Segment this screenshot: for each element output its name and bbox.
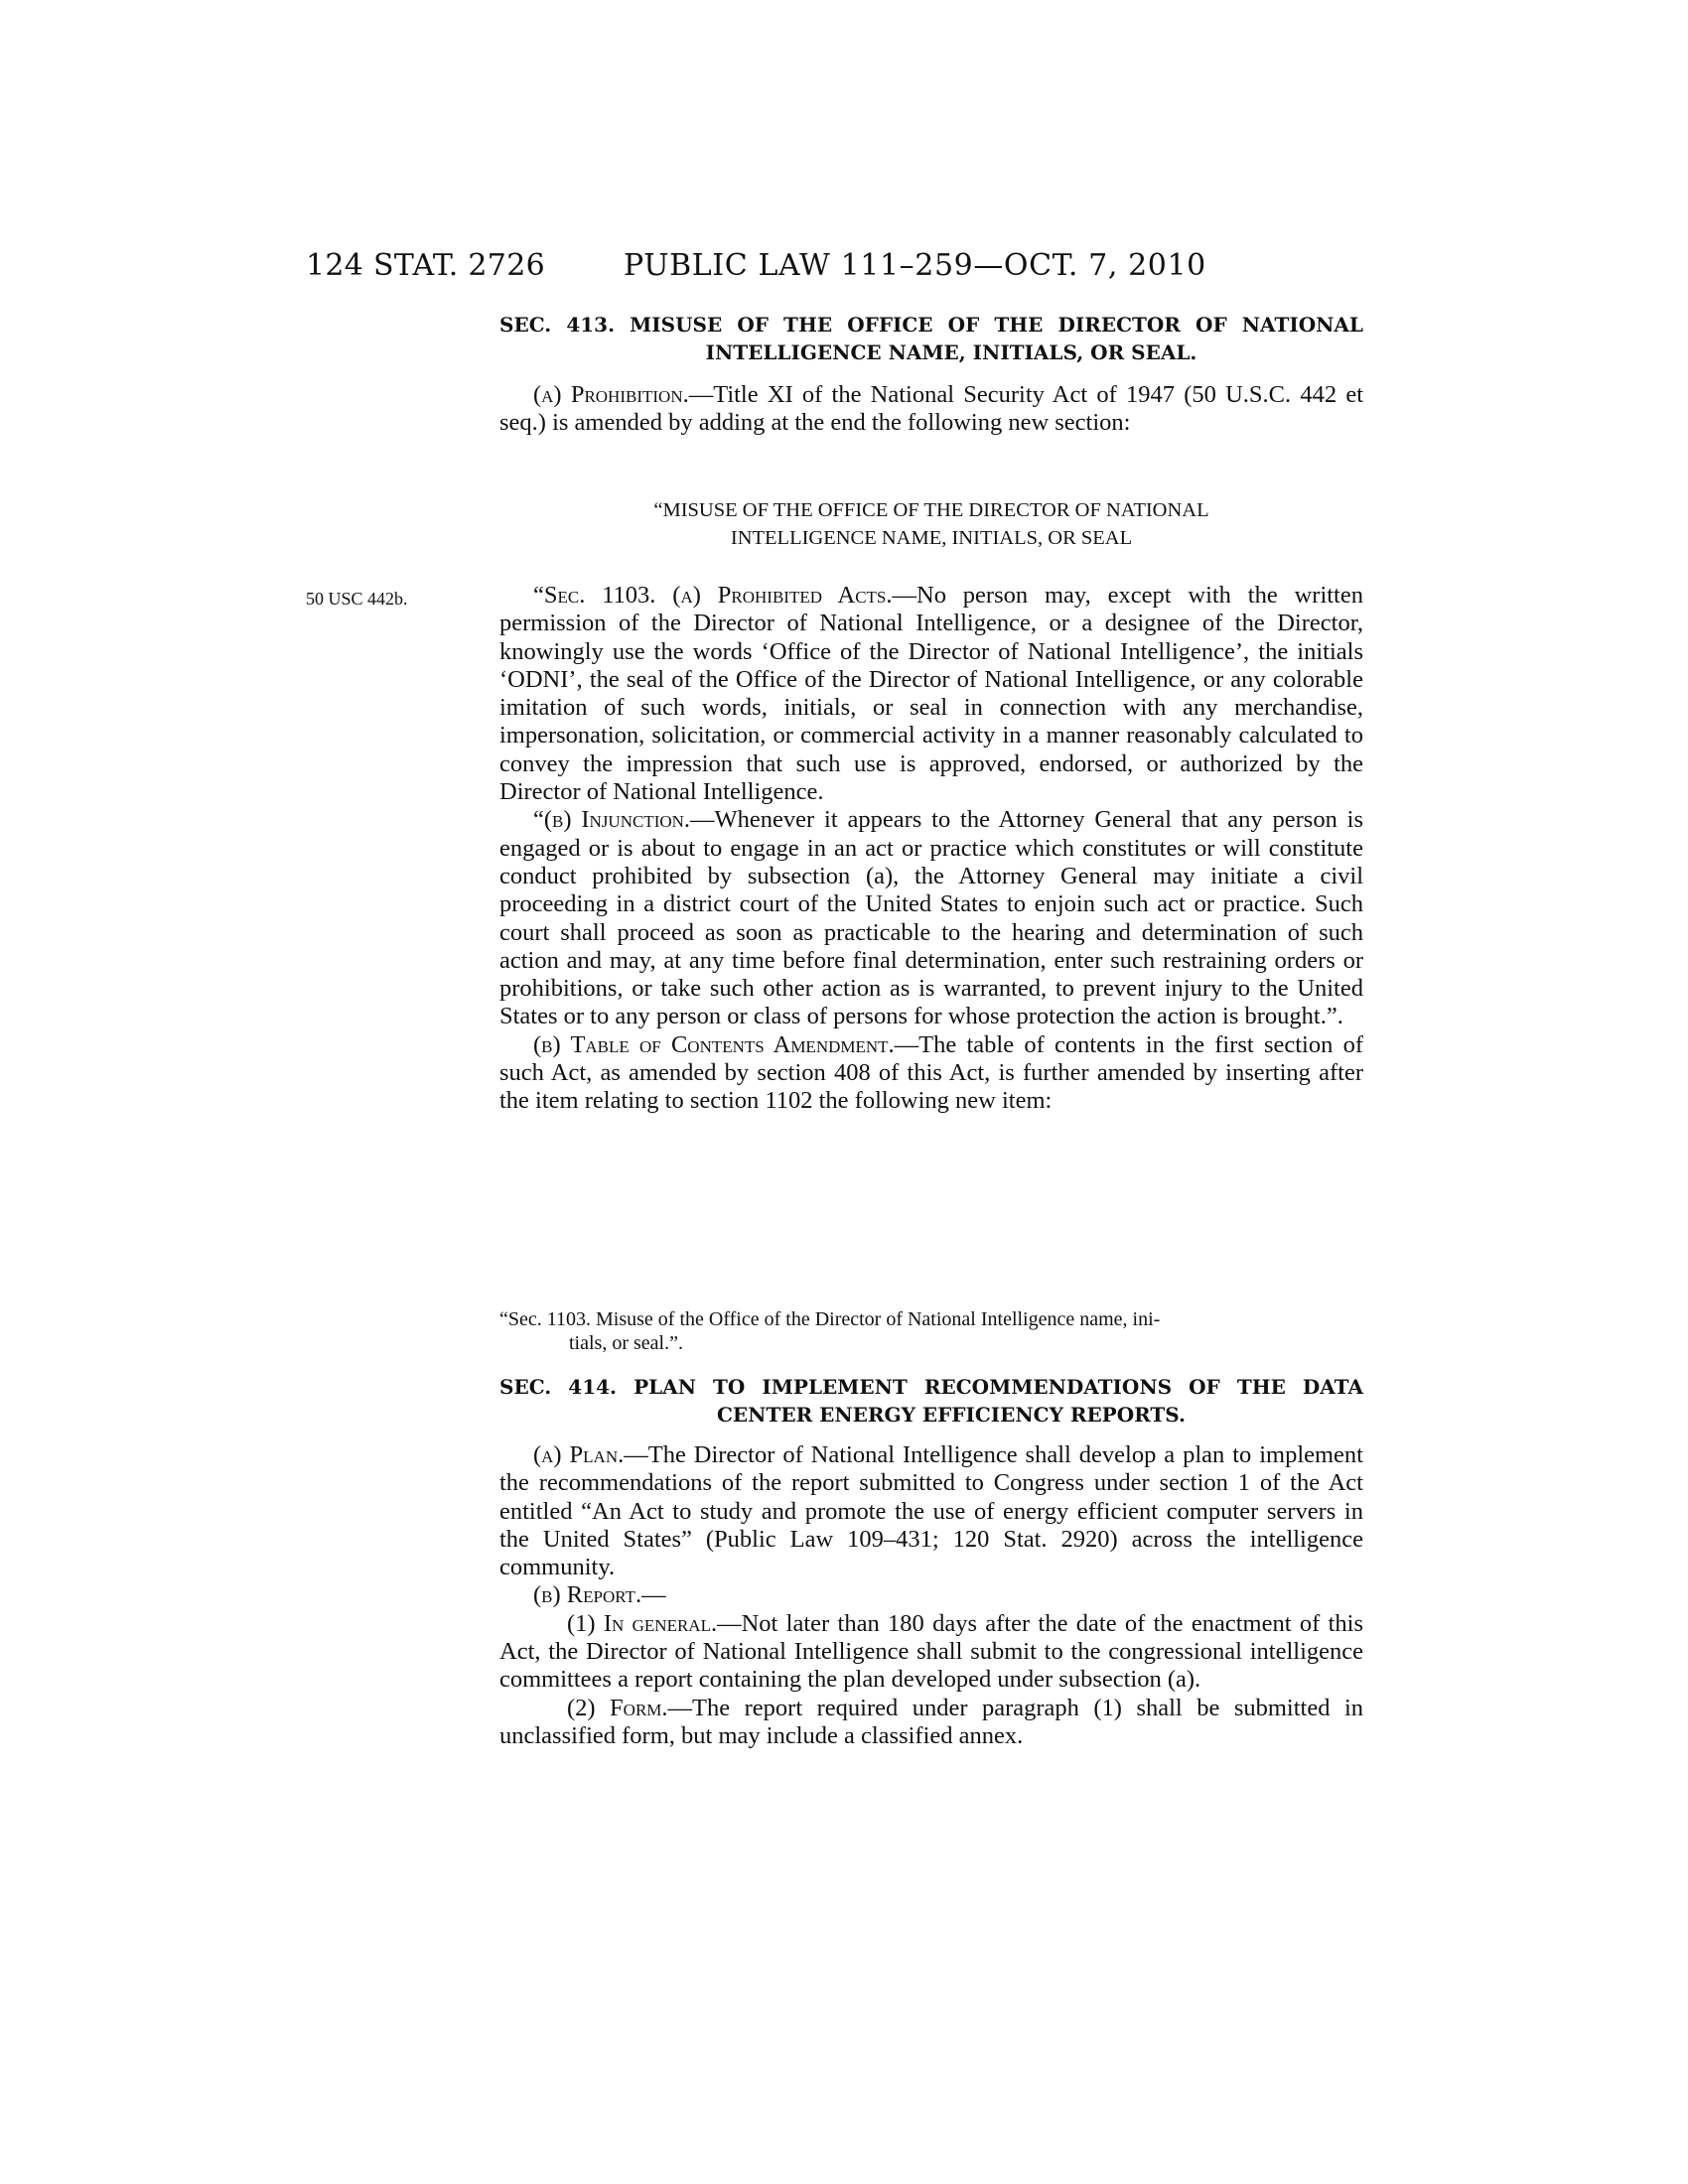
section-1103-title-line1: “MISUSE OF THE OFFICE OF THE DIRECTOR OF NATIONAL [653, 499, 1209, 521]
section-1103-title [499, 496, 1363, 552]
toc-line1: “Sec. 1103. Misuse of the Office of the Director of National Intelligence name, ini- [499, 1308, 1161, 1330]
form-text: —The report required under paragraph (1) shall be submitted in unclassified form, but may include a classified annex. [499, 1694, 1363, 1749]
subsection-b-label: (b) Table of Contents Amendment. [533, 1030, 895, 1058]
section-1103-b-label: “(b) Injunction. [533, 806, 691, 834]
sec-413-subsection-b [499, 1031, 1363, 1116]
section-1103-b-text: —Whenever it appears to the Attorney General that any person is engaged or is about to engage in an act or practice which constitutes or will constitute conduct prohibited by subsection (a), the Attorney General may initiate a civil proceeding in a district court of the United States to enjoin such act or practice. Such court shall proceed as soon as practicable to the hearing and determination of such action and may, at any time before final determination, enter such restraining orders or prohibitions, or take such other action as is warranted, to prevent injury to the United States or to any person or class of persons for whose protection the action is brought.”. [499, 806, 1363, 1030]
toc-new-item [499, 1307, 1363, 1355]
margin-citation: 50 USC 442b. [306, 589, 408, 609]
section-1103-title-line2: INTELLIGENCE NAME, INITIALS, OR SEAL [730, 527, 1133, 549]
form-label: (2) Form. [567, 1694, 668, 1721]
toc-line2: tials, or seal.”. [569, 1332, 683, 1354]
in-general-text: —Not later than 180 days after the date of the enactment of this Act, the Director of National Intelligence shall submit to the congressional intelligence committees a report containing the plan developed under subsection (a). [499, 1609, 1363, 1694]
plan-label: (a) Plan. [533, 1441, 625, 1468]
subsection-text: —Title XI of the National Security Act of 1947 (50 U.S.C. 442 et seq.) is amended by adding at the end the following new section: [499, 381, 1363, 437]
plan-text: —The Director of National Intelligence shall develop a plan to implement the recommendations of the report submitted to Congress under section 1 of the Act entitled “An Act to study and promote the use of energy efficient computer servers in the United States” (Public Law 109–431; 120 Stat. 2920) across the intelligence community. [499, 1441, 1363, 1581]
sec-413-heading-line1: SEC. 413. MISUSE OF THE OFFICE OF THE DIRECTOR OF NATIONAL [499, 313, 1363, 337]
sec-413-heading-line2: INTELLIGENCE NAME, INITIALS, OR SEAL. [705, 341, 1197, 364]
section-1103-a-text: —No person may, except with the written permission of the Director of National Intelligence, or a designee of the Director, knowingly use the words ‘Office of the Director of National Intelligence’, the initials ‘ODNI’, the seal of the Office of the Director of National Intelligence, or any colorable imitation of such words, initials, or seal in connection with any merchandise, impersonation, solicitation, or commercial activity in a manner reasonably calculated to convey the impression that such use is approved, endorsed, or authorized by the Director of National Intelligence. [499, 582, 1363, 806]
in-general-label: (1) In general. [567, 1609, 718, 1637]
statute-page-number: 124 STAT. 2726 [306, 248, 545, 283]
section-1103-b [499, 806, 1363, 1030]
sec-413-subsection-a [499, 381, 1363, 438]
running-header: PUBLIC LAW 111–259—OCT. 7, 2010 [624, 248, 1206, 283]
sec-414-subsection-a [499, 1441, 1363, 1581]
report-text: — [641, 1581, 666, 1609]
sec-414-heading-line1: SEC. 414. PLAN TO IMPLEMENT RECOMMENDATIONS OF THE DATA [499, 1375, 1363, 1399]
section-1103-a-label: “Sec. 1103. (a) Prohibited Acts. [533, 582, 893, 609]
sec-414-paragraph-2 [499, 1695, 1363, 1751]
sec-413-heading [499, 311, 1363, 366]
sec-414-paragraph-1 [499, 1610, 1363, 1695]
subsection-label: (a) Prohibition. [533, 381, 689, 408]
section-1103-a [499, 582, 1363, 806]
subsection-b-text: —The table of contents in the first section of such Act, as amended by section 408 of this Act, is further amended by inserting after the item relating to section 1102 the following new item: [499, 1030, 1363, 1115]
sec-414-body [499, 1441, 1363, 1750]
report-label: (b) Report. [533, 1581, 642, 1609]
sec-414-subsection-b [499, 1581, 1363, 1609]
sec-414-heading [499, 1373, 1363, 1429]
section-1103-body [499, 582, 1363, 1116]
sec-414-heading-line2: CENTER ENERGY EFFICIENCY REPORTS. [717, 1403, 1186, 1427]
